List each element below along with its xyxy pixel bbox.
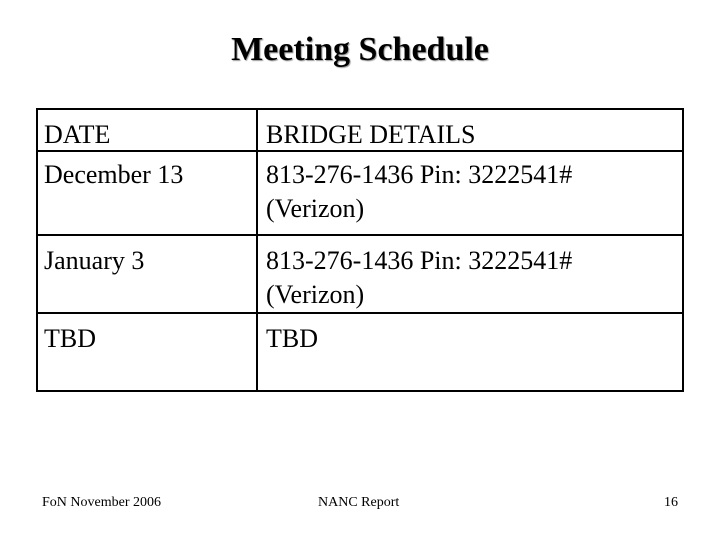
bridge-number: 813-276-1436 Pin: 3222541# <box>266 246 573 275</box>
bridge-carrier: (Verizon) <box>266 280 365 309</box>
date-column-header: DATE <box>44 120 111 149</box>
date-cell <box>38 314 258 390</box>
bridge-carrier: (Verizon) <box>266 194 365 223</box>
date-value: TBD <box>44 324 96 353</box>
bridge-column-header: BRIDGE DETAILS <box>266 120 476 149</box>
table-row <box>38 236 682 314</box>
footer-date-label: FoN November 2006 <box>42 495 161 510</box>
table-row <box>38 314 682 390</box>
footer-report-label: NANC Report <box>318 495 400 510</box>
bridge-cell <box>258 314 682 390</box>
slide-title: Meeting Schedule <box>231 31 489 68</box>
bridge-cell <box>258 110 682 234</box>
date-value: December 13 <box>44 160 184 189</box>
date-cell <box>38 110 258 234</box>
bridge-cell <box>258 236 682 312</box>
meeting-schedule-table <box>36 108 684 392</box>
date-cell <box>38 236 258 312</box>
page-number: 16 <box>664 495 678 510</box>
bridge-number: 813-276-1436 Pin: 3222541# <box>266 160 573 189</box>
table-row <box>38 110 682 236</box>
date-value: January 3 <box>44 246 145 275</box>
bridge-number: TBD <box>266 324 318 353</box>
